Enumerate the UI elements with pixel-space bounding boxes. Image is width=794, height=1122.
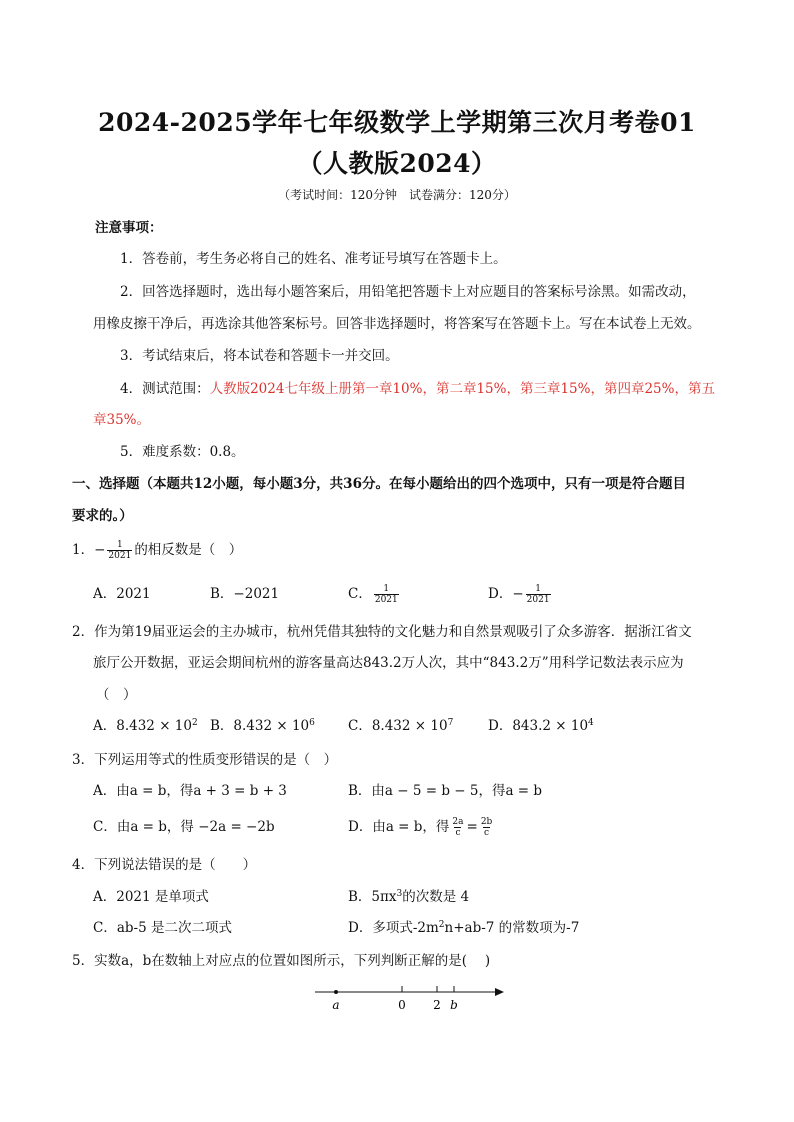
fraction	[451, 817, 464, 838]
question-2-line-1: 2．作为第19届亚运会的主办城市，杭州凭借其独特的文化魅力和自然景观吸引了众多游客．据浙江省文	[72, 624, 692, 640]
notice-item-4-prefix: 4．测试范围：	[120, 381, 210, 397]
question-3-option-b: B．由a − 5 = b − 5，得a = b	[348, 783, 543, 799]
option-text: 的次数是 4	[402, 889, 470, 905]
fraction	[107, 540, 132, 561]
question-3-stem: 3．下列运用等式的性质变形错误的是（ ）	[72, 752, 338, 768]
fraction	[374, 584, 399, 605]
page-title-edition: （人教版2024）	[297, 149, 497, 178]
question-3-option-c: C．由a = b，得 −2a = −2b	[93, 819, 275, 835]
denominator: 2021	[526, 595, 550, 605]
denominator: 2021	[374, 595, 398, 605]
exponent: 7	[447, 718, 454, 728]
page-title: 2024-2025学年七年级数学上学期第三次月考卷01	[98, 108, 696, 137]
question-2-option-c	[348, 716, 453, 736]
question-1-option-c	[348, 584, 401, 605]
exponent: 6	[309, 718, 315, 728]
question-4-stem: 4．下列说法错误的是（ ）	[72, 857, 257, 873]
denominator: c	[455, 828, 461, 838]
question-3-option-a: A．由a = b，得a + 3 = b + 3	[93, 783, 287, 799]
arrow-head-icon	[495, 988, 504, 996]
minus-sign: −	[94, 542, 106, 558]
option-text: D．多项式-2m	[348, 920, 439, 936]
notice-item-3: 3．考试结束后，将本试卷和答题卡一并交回。	[120, 348, 399, 364]
exponent: 3	[396, 889, 403, 899]
fraction	[480, 817, 494, 838]
notice-item-4-line-1	[120, 379, 715, 399]
option-text: n+ab-7 的常数项为-7	[444, 920, 580, 936]
question-1-option-d	[488, 584, 553, 605]
question-text: 的相反数是（ ）	[134, 542, 243, 558]
question-4-option-c: C．ab-5 是二次二项式	[93, 920, 232, 936]
numerator: 2a	[452, 817, 464, 827]
label-two: 2	[433, 998, 441, 1012]
question-5-stem: 5．实数a，b在数轴上对应点的位置如图所示，下列判断正解的是( )	[72, 953, 491, 969]
exponent: 2	[438, 920, 445, 930]
numerator: 1	[383, 584, 390, 594]
question-1-option-a: A．2021	[93, 586, 151, 602]
option-text: C．8.432 × 10	[348, 718, 448, 734]
question-1-option-b: B．−2021	[210, 586, 280, 602]
denominator: c	[484, 828, 490, 838]
question-2-line-3: （ ）	[96, 687, 137, 703]
equals-sign: =	[466, 819, 478, 835]
option-label: C．	[348, 586, 372, 602]
label-b: b	[450, 998, 458, 1012]
question-2-option-b	[210, 716, 315, 736]
notice-item-4-line-2: 章35%。	[93, 412, 151, 428]
option-text: B．5πx	[348, 889, 397, 905]
fraction	[526, 584, 551, 605]
numerator: 1	[116, 540, 123, 550]
notice-heading: 注意事项：	[95, 220, 163, 236]
notice-item-5: 5．难度系数：0.8。	[120, 444, 245, 460]
section-heading-line-2: 要求的。）	[72, 508, 133, 524]
notice-item-2-line-1: 2．回答选择题时，选出每小题答案后，用铅笔把答题卡上对应题目的答案标号涂黑。如需改动，	[120, 284, 696, 300]
notice-item-1: 1．答卷前，考生务必将自己的姓名、准考证号填写在答题卡上。	[120, 251, 507, 267]
exponent: 2	[191, 718, 198, 728]
section-heading-line-1: 一、选择题（本题共12小题，每小题3分，共36分。在每小题给出的四个选项中，只有一项是符合题目	[72, 476, 686, 492]
option-text: A．8.432 × 10	[93, 718, 192, 734]
notice-item-2-line-2: 用橡皮擦干净后，再选涂其他答案标号。回答非选择题时，将答案写在答题卡上。写在本试卷上无效。	[93, 316, 701, 332]
number-line-figure	[310, 980, 510, 1020]
label-a: a	[332, 998, 340, 1012]
question-2-option-d	[488, 716, 594, 736]
denominator: 2021	[108, 551, 132, 561]
question-2-option-a	[93, 716, 198, 736]
numerator: 1	[535, 584, 541, 594]
question-number: 1．	[72, 542, 95, 558]
exponent: 4	[588, 718, 594, 728]
label-zero: 0	[398, 998, 406, 1012]
option-text: D．843.2 × 10	[488, 718, 589, 734]
question-4-option-b	[348, 887, 469, 907]
question-4-option-d	[348, 918, 579, 938]
question-1-stem	[72, 540, 242, 561]
question-4-option-a: A．2021 是单项式	[93, 889, 209, 905]
point-a-dot	[334, 990, 338, 994]
question-3-option-d	[348, 817, 495, 838]
notice-item-4-scope: 人教版2024七年级上册第一章10%，第二章15%，第三章15%，第四章25%，第五	[209, 381, 715, 397]
exam-info: （考试时间：120分钟 试卷满分：120分）	[278, 188, 516, 202]
option-label: D．−	[488, 586, 524, 602]
numerator: 2b	[480, 817, 493, 827]
question-2-line-2: 旅厅公开数据，亚运会期间杭州的游客量高达843.2万人次，其中“843.2万”用科学记数法表示应为	[93, 655, 684, 671]
option-text: B．8.432 × 10	[210, 718, 310, 734]
option-label: D．由a = b，得	[348, 819, 450, 835]
